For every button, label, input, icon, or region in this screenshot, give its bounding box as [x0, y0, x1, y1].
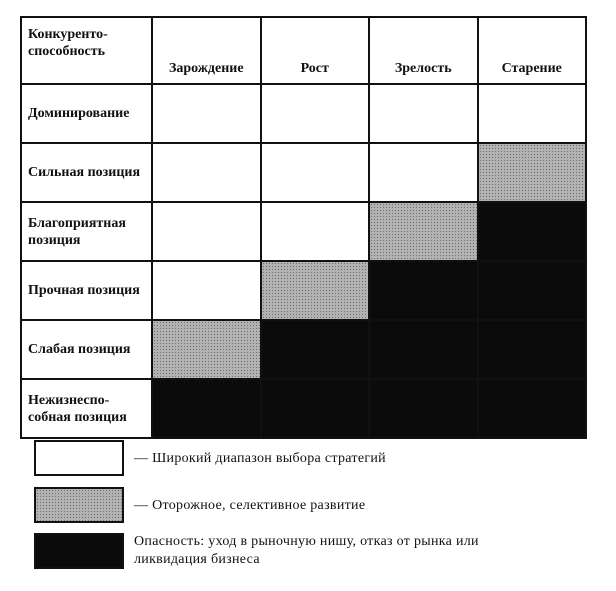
- row-label: Доминирование: [21, 84, 152, 143]
- matrix-cell: [369, 84, 478, 143]
- column-header-aging: Старение: [478, 17, 587, 84]
- matrix-cell: [152, 202, 261, 261]
- row-label: Сильная позиция: [21, 143, 152, 202]
- matrix-cell: [152, 84, 261, 143]
- matrix-row: [21, 202, 586, 261]
- matrix-header-row: [21, 17, 586, 84]
- matrix-row: [21, 143, 586, 202]
- matrix-cell: [261, 379, 370, 438]
- matrix-cell: [152, 261, 261, 320]
- legend-swatch-wide: [34, 440, 124, 476]
- matrix-cell: [478, 84, 587, 143]
- row-label: Слабая позиция: [21, 320, 152, 379]
- legend-text-wide: — Широкий диапазон выбора стратегий: [134, 451, 386, 466]
- matrix-cell: [369, 143, 478, 202]
- matrix-cell: [261, 261, 370, 320]
- row-label: Нежизнеспо- собная позиция: [21, 379, 152, 438]
- matrix-row: [21, 379, 586, 438]
- matrix-cell: [261, 143, 370, 202]
- legend-text-careful: — Оторожное, селективное развитие: [134, 498, 366, 513]
- row-label: Благоприятная позиция: [21, 202, 152, 261]
- matrix-row: [21, 320, 586, 379]
- column-header-growth: Рост: [261, 17, 370, 84]
- matrix-cell: [369, 379, 478, 438]
- matrix-cell: [152, 320, 261, 379]
- matrix-cell: [152, 143, 261, 202]
- matrix-cell: [478, 320, 587, 379]
- matrix-cell: [369, 261, 478, 320]
- legend-swatch-careful: [34, 487, 124, 523]
- legend-swatch-danger: [34, 533, 124, 569]
- corner-label: Конкуренто- способность: [21, 17, 152, 84]
- strategy-matrix: [20, 16, 587, 439]
- column-header-inception: Зарождение: [152, 17, 261, 84]
- matrix-cell: [152, 379, 261, 438]
- matrix-cell: [478, 261, 587, 320]
- matrix-cell: [261, 320, 370, 379]
- matrix-cell: [478, 379, 587, 438]
- matrix-cell: [261, 84, 370, 143]
- matrix-cell: [478, 143, 587, 202]
- row-label: Прочная позиция: [21, 261, 152, 320]
- matrix-cell: [369, 320, 478, 379]
- matrix-row: [21, 261, 586, 320]
- legend-text-danger: Опасность: уход в рыночную нишу, отказ от рынка или ликвидация бизнеса: [134, 534, 479, 567]
- matrix-cell: [478, 202, 587, 261]
- matrix-cell: [261, 202, 370, 261]
- matrix-cell: [369, 202, 478, 261]
- column-header-maturity: Зрелость: [369, 17, 478, 84]
- matrix-row: [21, 84, 586, 143]
